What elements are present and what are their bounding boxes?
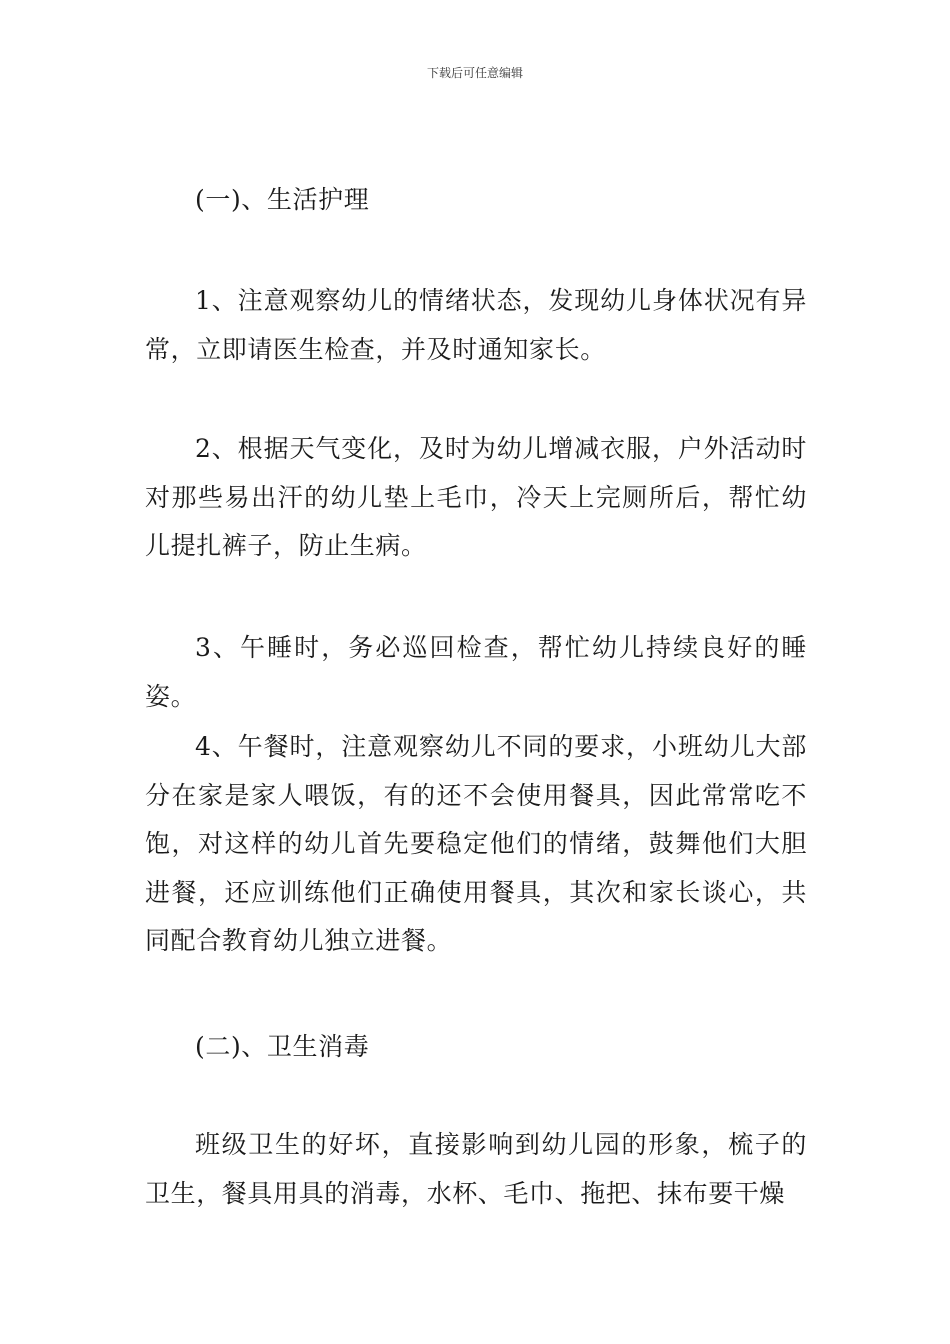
- paragraph-item-3: 3、午睡时，务必巡回检查，帮忙幼儿持续良好的睡姿。: [145, 633, 807, 711]
- paragraph-item-2: 2、根据天气变化，及时为幼儿增减衣服，户外活动时对那些易出汗的幼儿垫上毛巾，冷天上完厕所后，帮忙幼儿提扎裤子，防止生病。: [145, 434, 807, 560]
- page-header: 下载后可任意编辑: [426, 66, 523, 80]
- paragraph-item-1: 1、注意观察幼儿的情绪状态，发现幼儿身体状况有异常，立即请医生检查，并及时通知家长。: [145, 286, 807, 364]
- section-heading-hygiene: (二)、卫生消毒: [195, 1032, 370, 1061]
- paragraph-hygiene-1: 班级卫生的好坏，直接影响到幼儿园的形象，梳子的卫生，餐具用具的消毒，水杯、毛巾、拖把、抹布要干燥: [145, 1130, 807, 1208]
- section-heading-life-care: (一)、生活护理: [195, 185, 370, 214]
- paragraph-item-4: 4、午餐时，注意观察幼儿不同的要求，小班幼儿大部分在家是家人喂饭，有的还不会使用餐具，因此常常吃不饱，对这样的幼儿首先要稳定他们的情绪，鼓舞他们大胆进餐，还应训练他们正确使用餐具，其次和家长谈心，共同配合教育幼儿独立进餐。: [145, 732, 807, 955]
